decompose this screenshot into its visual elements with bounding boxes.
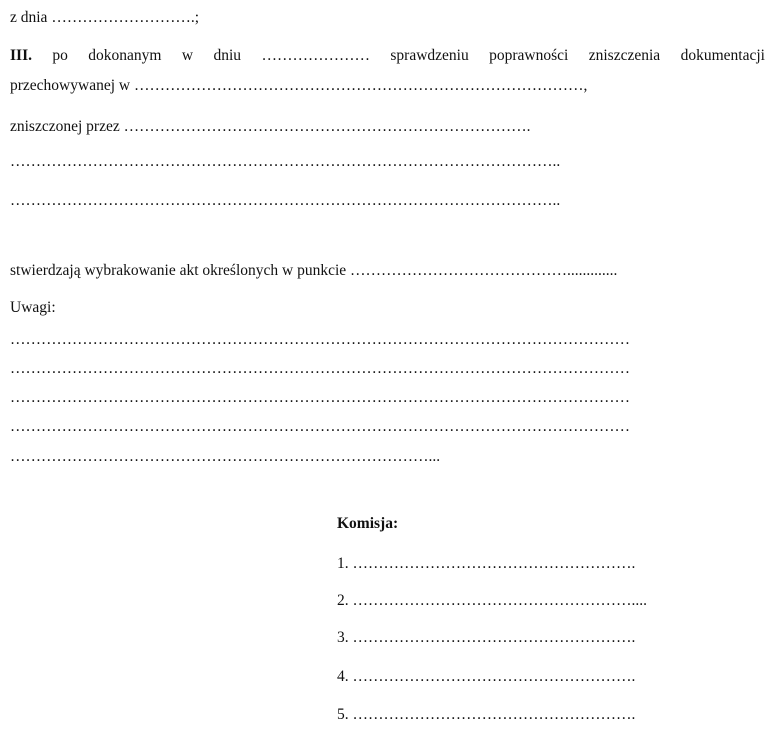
section-iii-word: dokumentacji — [680, 47, 765, 64]
przechowywanej-line: przechowywanej w ……………………………………………………………………………, — [10, 77, 588, 94]
komisja-member-line: 2. ……………………………………………….... — [337, 592, 647, 609]
z-dnia-line: z dnia ……………………….; — [10, 9, 199, 26]
komisja-member-line: 3. ………………………………………………. — [337, 629, 636, 646]
uwagi-heading: Uwagi: — [10, 299, 56, 316]
section-iii-word: zniszczenia — [588, 47, 661, 64]
uwagi-blank-line: ………………………………………………………………………………………………………… — [10, 331, 630, 348]
uwagi-blank-line: ………………………………………………………………………………………………………… — [10, 389, 630, 406]
section-iii-word: dniu — [213, 47, 242, 64]
section-iii-line — [10, 47, 765, 65]
komisja-member-line: 5. ………………………………………………. — [337, 706, 636, 723]
stwierdzaja-line: stwierdzają wybrakowanie akt określonych w punkcie ……………………………………............. — [10, 262, 618, 279]
section-iii-word: dokonanym — [88, 47, 162, 64]
section-iii-word: poprawności — [489, 47, 569, 64]
blank-line: …………………………………………………………………………………………….. — [10, 153, 561, 170]
komisja-member-line: 4. ………………………………………………. — [337, 668, 636, 685]
komisja-heading: Komisja: — [337, 515, 399, 532]
blank-line: …………………………………………………………………………………………….. — [10, 192, 561, 209]
komisja-member-line: 1. ………………………………………………. — [337, 555, 636, 572]
section-iii-word: po — [52, 47, 68, 64]
uwagi-blank-line: ………………………………………………………………………………………………………… — [10, 418, 630, 435]
zniszczonej-przez-line: zniszczonej przez ……………………………………………………………………. — [10, 118, 531, 135]
section-iii-date-blank: ………………… — [261, 47, 370, 64]
section-iii-label: III. — [10, 47, 32, 64]
uwagi-blank-line: ………………………………………………………………………………………………………… — [10, 360, 630, 377]
section-iii-word: sprawdzeniu — [390, 47, 469, 64]
section-iii-word: w — [181, 47, 194, 64]
uwagi-blank-line: ………………………………………………………………………... — [10, 448, 441, 465]
